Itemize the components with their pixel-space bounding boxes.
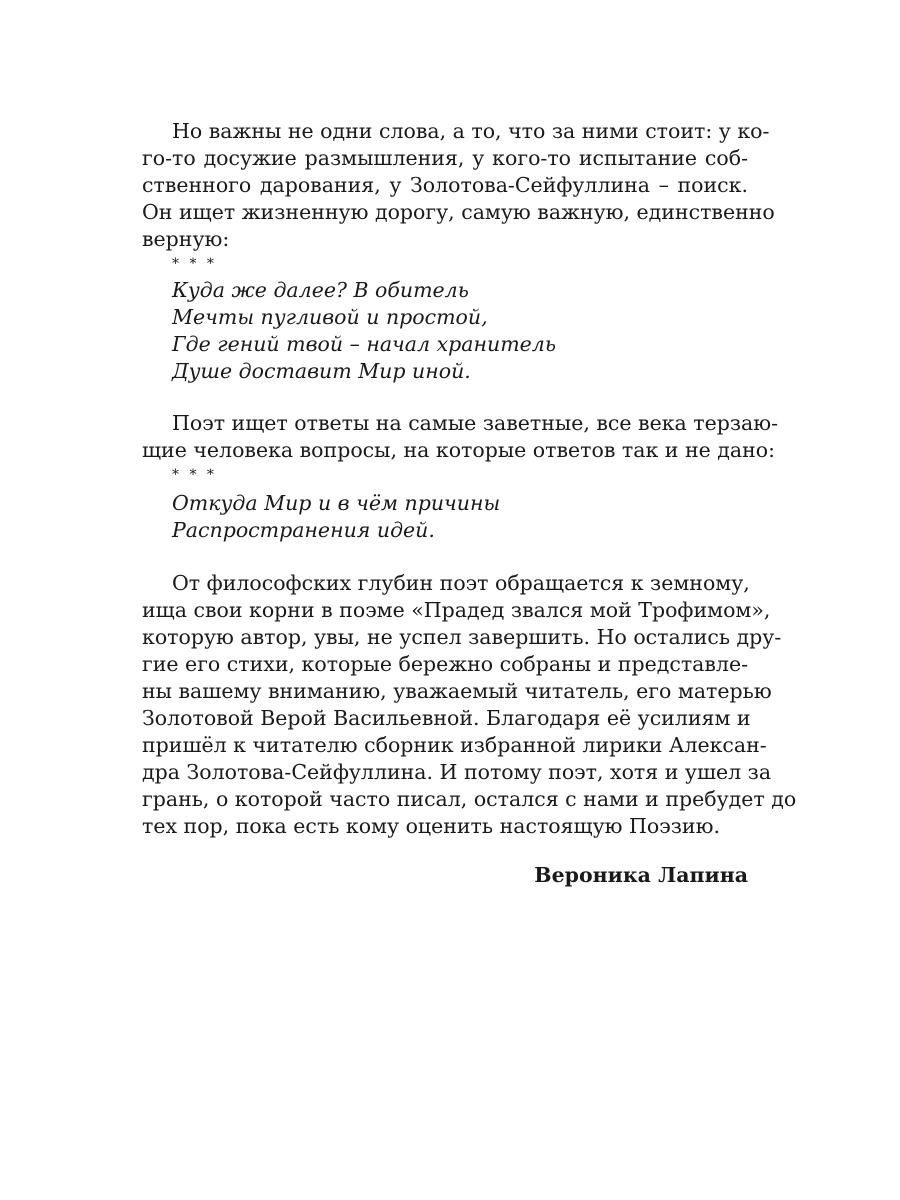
poem-1-asterisks: * * * bbox=[172, 256, 217, 272]
paragraph-1-line-3: ственного дарования, у Золотова-Сейфуллина – поиск. bbox=[142, 173, 748, 197]
paragraph-3-line-8: дра Золотова-Сейфуллина. И потому поэт, хотя и ушел за bbox=[142, 760, 772, 784]
paragraph-1-line-1: Но важны не одни слова, а то, что за ними стоит: у ко- bbox=[172, 119, 770, 143]
paragraph-3-line-10: тех пор, пока есть кому оценить настоящую Поэзию. bbox=[142, 814, 720, 838]
poem-2-line-1: Откуда Мир и в чём причины bbox=[172, 491, 501, 515]
paragraph-1-line-5: верную: bbox=[142, 227, 230, 251]
paragraph-1-line-2: го-то досужие размышления, у кого-то испытание соб- bbox=[142, 146, 748, 170]
paragraph-3-line-9: грань, о которой часто писал, остался с нами и пребудет до bbox=[142, 787, 797, 811]
paragraph-3-line-5: ны вашему вниманию, уважаемый читатель, его матерью bbox=[142, 679, 772, 703]
poem-1-line-4: Душе доставит Мир иной. bbox=[172, 359, 471, 383]
poem-1-line-1: Куда же далее? В обитель bbox=[172, 278, 469, 302]
paragraph-3-line-7: пришёл к читателю сборник избранной лирики Алексан- bbox=[142, 733, 767, 757]
paragraph-2-line-1: Поэт ищет ответы на самые заветные, все века терзаю- bbox=[172, 411, 779, 435]
paragraph-1-line-4: Он ищет жизненную дорогу, самую важную, единственно bbox=[142, 200, 775, 224]
paragraph-3-line-4: гие его стихи, которые бережно собраны и представле- bbox=[142, 652, 748, 676]
paragraph-3-line-6: Золотовой Верой Васильевной. Благодаря её усилиям и bbox=[142, 706, 751, 730]
paragraph-3-line-1: От философских глубин поэт обращается к земному, bbox=[172, 571, 750, 595]
paragraph-2-line-2: щие человека вопросы, на которые ответов так и не дано: bbox=[142, 438, 776, 462]
paragraph-3-line-3: которую автор, увы, не успел завершить. Но остались дру- bbox=[142, 625, 782, 649]
poem-1-line-2: Мечты пугливой и простой, bbox=[172, 305, 488, 329]
poem-2-line-2: Распространения идей. bbox=[172, 518, 435, 542]
author-signature: Вероника Лапина bbox=[534, 863, 748, 887]
poem-1-line-3: Где гений твой – начал хранитель bbox=[172, 332, 556, 356]
paragraph-3-line-2: ища свои корни в поэме «Прадед звался мой Трофимом», bbox=[142, 598, 771, 622]
poem-2-asterisks: * * * bbox=[172, 467, 217, 483]
